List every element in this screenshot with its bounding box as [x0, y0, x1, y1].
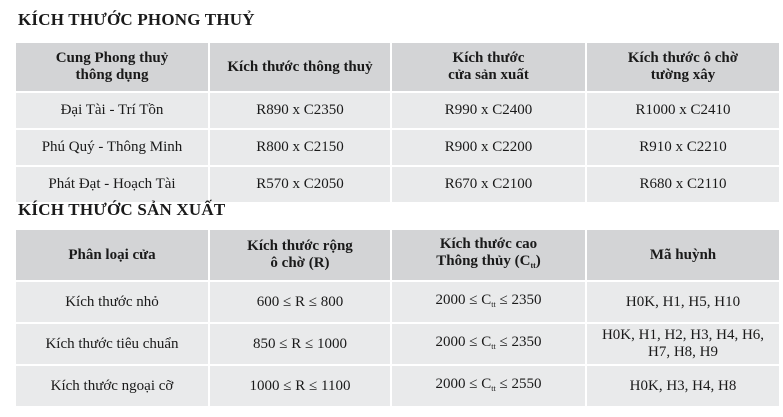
- range-end: ≤ 2550: [495, 375, 542, 392]
- subscript: tt: [491, 299, 496, 309]
- header-line: Kích thước cao: [439, 236, 538, 252]
- range-end: ≤ 2350: [495, 333, 542, 350]
- header-door-manufacturing-size: [392, 43, 585, 91]
- codes-line: H0K, H1, H2, H3, H4, H6,: [601, 327, 765, 343]
- header-feng-shui-palace: [16, 43, 208, 91]
- cell-palace: Đại Tài - Trí Tồn: [16, 93, 208, 128]
- header-line: Cung Phong thuỷ: [55, 50, 169, 66]
- cell-door-type: Kích thước ngoại cỡ: [16, 366, 208, 406]
- cell-width-range: 850 ≤ R ≤ 1000: [210, 324, 390, 364]
- table-row: [16, 282, 779, 322]
- cell-opening-size: R910 x C2210: [587, 130, 779, 165]
- codes-line: H0K, H3, H4, H8: [629, 377, 737, 394]
- cell-door-size: R900 x C2200: [392, 130, 585, 165]
- feng-shui-dimensions-title: KÍCH THƯỚC PHONG THUỶ: [18, 10, 255, 29]
- cell-height-range: [392, 324, 585, 364]
- cell-clear-size: R570 x C2050: [210, 167, 390, 202]
- header-line: Kích thước rộng: [247, 238, 353, 254]
- codes-line: H7, H8, H9: [648, 344, 718, 360]
- header-clear-dimension: [210, 43, 390, 91]
- cell-door-size: R670 x C2100: [392, 167, 585, 202]
- header-line: cửa sản xuất: [448, 67, 529, 83]
- table-row: [16, 324, 779, 364]
- feng-shui-table: [14, 41, 781, 204]
- table-row: [16, 366, 779, 406]
- header-line: tường xây: [650, 67, 716, 83]
- cell-palace: Phát Đạt - Hoạch Tài: [16, 167, 208, 202]
- header-clear-height: [392, 230, 585, 280]
- header-line: thông dụng: [75, 67, 149, 83]
- table-row: [16, 130, 779, 165]
- header-text: Thông thủy (C: [436, 253, 531, 269]
- range-start: 2000 ≤ C: [435, 375, 492, 392]
- cell-height-range: [392, 366, 585, 406]
- cell-door-size: R990 x C2400: [392, 93, 585, 128]
- codes-line: H0K, H1, H5, H10: [625, 293, 741, 310]
- header-wall-opening-size: [587, 43, 779, 91]
- header-line: Kích thước thông thuỷ: [227, 58, 373, 75]
- table-row: [16, 167, 779, 202]
- cell-door-type: Kích thước nhỏ: [16, 282, 208, 322]
- manufacturing-table: [14, 228, 781, 408]
- header-door-type: Phân loại cửa: [16, 230, 208, 280]
- manufacturing-dimensions-title: KÍCH THƯỚC SẢN XUẤT: [18, 200, 226, 219]
- cell-panel-codes: [587, 324, 779, 364]
- cell-clear-size: R890 x C2350: [210, 93, 390, 128]
- cell-clear-size: R800 x C2150: [210, 130, 390, 165]
- subscript: tt: [530, 261, 536, 270]
- header-width-opening: [210, 230, 390, 280]
- cell-width-range: 1000 ≤ R ≤ 1100: [210, 366, 390, 406]
- table-header-row: [16, 230, 779, 280]
- subscript: tt: [491, 383, 496, 393]
- cell-door-type: Kích thước tiêu chuẩn: [16, 324, 208, 364]
- header-panel-code: Mã huỳnh: [587, 230, 779, 280]
- range-start: 2000 ≤ C: [435, 333, 492, 350]
- subscript: tt: [491, 341, 496, 351]
- header-text: ): [535, 253, 541, 269]
- header-line: [396, 253, 581, 274]
- header-line: ô chờ (R): [270, 255, 330, 271]
- header-line: Kích thước: [452, 50, 525, 66]
- cell-opening-size: R1000 x C2410: [587, 93, 779, 128]
- table-row: [16, 93, 779, 128]
- cell-width-range: 600 ≤ R ≤ 800: [210, 282, 390, 322]
- range-end: ≤ 2350: [495, 291, 542, 308]
- cell-panel-codes: [587, 366, 779, 406]
- cell-panel-codes: [587, 282, 779, 322]
- cell-height-range: [392, 282, 585, 322]
- range-start: 2000 ≤ C: [435, 291, 492, 308]
- cell-opening-size: R680 x C2110: [587, 167, 779, 202]
- header-line: Kích thước ô chờ: [627, 50, 739, 66]
- cell-palace: Phú Quý - Thông Minh: [16, 130, 208, 165]
- table-header-row: [16, 43, 779, 91]
